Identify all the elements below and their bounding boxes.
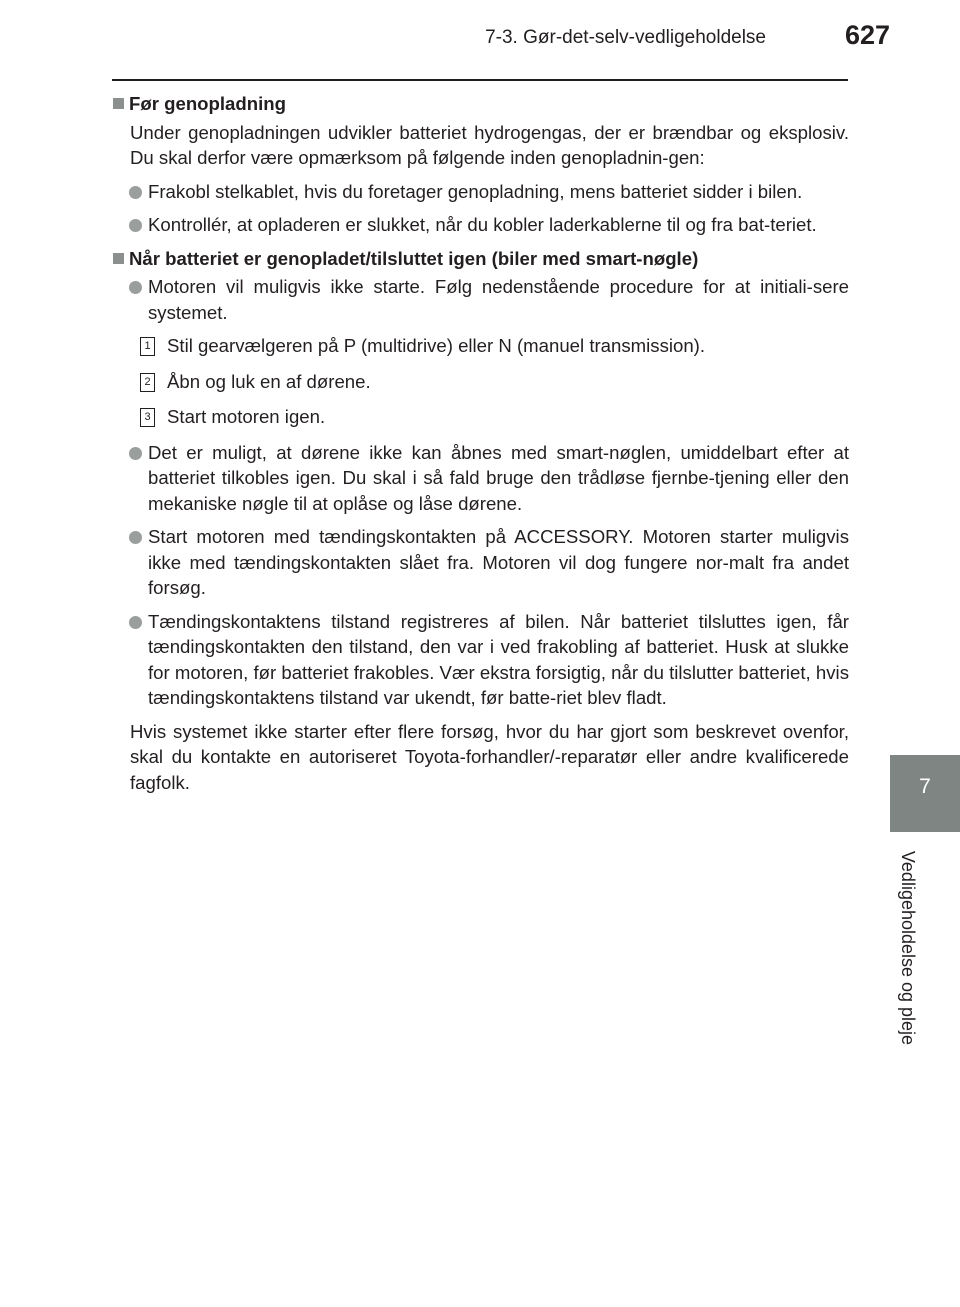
- circle-bullet-icon: [129, 447, 142, 460]
- section-title: 7-3. Gør-det-selv-vedligeholdelse: [485, 27, 766, 48]
- circle-bullet-icon: [129, 219, 142, 232]
- list-item-text: Motoren vil muligvis ikke starte. Følg nedenstående procedure for at initiali-sere systemet.: [148, 276, 849, 323]
- square-bullet-icon: [113, 98, 124, 109]
- chapter-label: Vedligeholdelse og pleje: [898, 850, 918, 1046]
- heading-text: Før genopladning: [129, 93, 286, 114]
- heading-text: Når batteriet er genopladet/tilsluttet igen (biler med smart-nøgle): [129, 247, 699, 269]
- circle-bullet-icon: [129, 281, 142, 294]
- step-number-box: 2: [140, 373, 155, 392]
- circle-bullet-icon: [129, 186, 142, 199]
- step-text: Åbn og luk en af dørene.: [167, 370, 371, 392]
- circle-bullet-icon: [129, 531, 142, 544]
- square-bullet-icon: [113, 253, 124, 264]
- list-item: [111, 274, 849, 325]
- header-divider: [112, 79, 848, 81]
- heading-before-charging: [111, 91, 849, 117]
- step-item: [111, 333, 849, 359]
- list-item-text: Start motoren med tændingskontakten på ACCESSORY. Motoren starter muligvis ikke med tændingskontakten slået fra. Motoren vil dog fungere nor-malt fra andet forsøg.: [148, 526, 849, 598]
- step-number-box: 1: [140, 337, 155, 356]
- circle-bullet-icon: [129, 616, 142, 629]
- step-item: [111, 369, 849, 395]
- chapter-tab: [890, 755, 960, 832]
- list-item: [111, 609, 849, 711]
- page-content: [111, 91, 849, 803]
- closing-paragraph: Hvis systemet ikke starter efter flere forsøg, hvor du har gjort som beskrevet ovenfor, skal du kontakte en autoriseret Toyota-forhandler/-reparatør eller andre kvalificerede fagfolk.: [130, 720, 849, 793]
- step-item: [111, 404, 849, 430]
- chapter-number: 7: [919, 775, 931, 798]
- list-item: [111, 179, 849, 205]
- step-text: Start motoren igen.: [167, 406, 326, 427]
- list-item: [111, 440, 849, 517]
- list-item-text: Kontrollér, at opladeren er slukket, når du kobler laderkablerne til og fra bat-teriet.: [148, 214, 817, 235]
- list-item-text: Frakobl stelkablet, hvis du foretager genopladning, mens batteriet sidder i bilen.: [148, 180, 803, 202]
- list-item: [111, 524, 849, 601]
- list-item-text: Tændingskontaktens tilstand registreres af bilen. Når batteriet tilsluttes igen, får tændingskontakten den tilstand, den var i ved frakobling af batteriet. Husk at slukke for motoren, før batteriet frakobles. Vær ekstra forsigtig, når du tilslutter batteriet, hvis tændingskontaktens tilstand var ukendt, før batte-riet blev fladt.: [148, 610, 849, 708]
- heading-after-recharge: [111, 246, 849, 272]
- intro-paragraph: Under genopladningen udvikler batteriet hydrogengas, der er brændbar og eksplosiv. Du skal derfor være opmærksom på følgende inden genopladnin-gen:: [130, 121, 849, 168]
- page-number: 627: [844, 20, 890, 50]
- list-item-text: Det er muligt, at dørene ikke kan åbnes med smart-nøglen, umiddelbart efter at batteriet tilkobles igen. Du skal i så fald bruge den trådløse fjernbe-tjening eller den mekaniske nøgle til at oplåse og låse dørene.: [148, 441, 849, 514]
- list-item: [111, 212, 849, 238]
- step-number-box: 3: [140, 408, 155, 427]
- step-text: Stil gearvælgeren på P (multidrive) eller N (manuel transmission).: [167, 335, 706, 356]
